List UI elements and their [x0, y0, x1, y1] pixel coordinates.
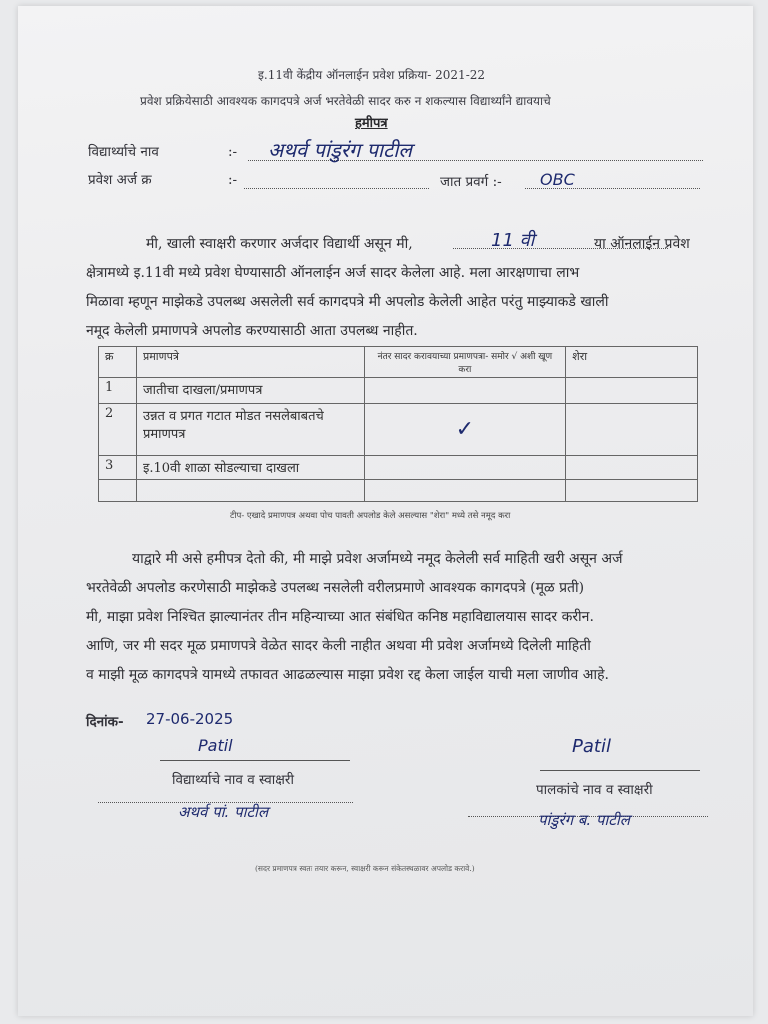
paragraph-1	[86, 230, 716, 346]
application-no-label: प्रवेश अर्ज क्र	[88, 172, 152, 188]
student-signature-line	[160, 760, 350, 761]
row-no	[99, 480, 137, 502]
row-no: 2	[99, 404, 137, 456]
header-line-2: प्रवेश प्रक्रियेसाठी आवश्यक कागदपत्रे अर्ज भरतेवेळी सादर करु न शकल्यास विद्यार्थ्यांने द्यावयाचे	[140, 94, 551, 108]
para2-line-5: व माझी मूळ कागदपत्रे यामध्ये तफावत आढळल्यास माझा प्रवेश रद्द केला जाईल याची मला जाणीव आहे.	[86, 667, 609, 683]
para2-line-4: आणि, जर मी सदर मूळ प्रमाणपत्रे वेळेत सादर केली नाहीत अथवा मी प्रवेश अर्जामध्ये दिलेली माहिती	[86, 638, 591, 654]
row-mark	[364, 456, 566, 480]
row-remark	[566, 456, 698, 480]
header-remark: शेरा	[566, 347, 698, 378]
para2-line-1: याद्वारे मी असे हमीपत्र देतो की, मी माझे प्रवेश अर्जामध्ये नमूद केलेली सर्व माहिती खरी असून अर्ज	[132, 551, 623, 567]
header-mark: नंतर सादर करावयाच्या प्रमाणपत्रा- समोर √ अशी खूण करा	[364, 347, 566, 378]
document-title: हमीपत्र	[355, 116, 388, 131]
para1-start: मी, खाली स्वाक्षरी करणार अर्जदार विद्यार्थी असून मी,	[146, 236, 413, 252]
para2-line-2: भरतेवेळी अपलोड करणेसाठी माझेकडे उपलब्ध नसलेली वरीलप्रमाणे आवश्यक कागदपत्रे (मूळ प्रती)	[86, 580, 585, 596]
row-certificate: इ.10वी शाळा सोडल्याचा दाखला	[136, 456, 364, 480]
para1-line-2: क्षेत्रामध्ये इ.11वी मध्ये प्रवेश घेण्यासाठी ऑनलाईन अर्ज सादर केलेला आहे. मला आरक्षणाचा लाभ	[86, 265, 580, 281]
row-remark	[566, 404, 698, 456]
para2-line-3: मी, माझा प्रवेश निश्चित झाल्यानंतर तीन महिन्याच्या आत संबंधित कनिष्ठ महाविद्यालयास सादर करीन.	[86, 609, 594, 625]
para1-line1-end: या ऑनलाईन प्रवेश	[594, 236, 690, 252]
student-name-handwritten: अथर्व पां. पाटील	[178, 803, 269, 821]
check-mark-icon: ✓	[364, 404, 566, 456]
application-no-separator: :-	[228, 172, 238, 188]
paragraph-2	[86, 545, 716, 690]
row-certificate	[136, 480, 364, 502]
footer-note: (सदर प्रमाणपत्र स्वतः तयार करून, स्वाक्षरी करून संकेतस्थळावर अपलोड करावे.)	[255, 864, 475, 873]
header-no: क्र	[99, 347, 137, 378]
student-name-separator: :-	[228, 144, 238, 160]
student-name-label: विद्यार्थ्याचे नाव	[88, 144, 159, 160]
row-no: 3	[99, 456, 137, 480]
table-note: टीप- एखादे प्रमाणपत्र अथवा पोच पावती अपलोड केले असल्यास "शेरा" मध्ये तसे नमूद करा	[230, 511, 511, 521]
application-no-line	[244, 188, 429, 189]
table-header-row	[99, 347, 698, 378]
student-name-value: अथर्व पांडुरंग पाटील	[268, 138, 412, 162]
table-row	[99, 456, 698, 480]
row-remark	[566, 378, 698, 404]
row-certificate: उन्नत व प्रगत गटात मोडत नसलेबाबतचे प्रमाणपत्र	[136, 404, 364, 456]
parent-signature-caption: पालकांचे नाव व स्वाक्षरी	[536, 782, 653, 798]
row-mark	[364, 378, 566, 404]
row-remark	[566, 480, 698, 502]
parent-signature: Patil	[572, 736, 611, 757]
parent-signature-line	[540, 770, 700, 771]
category-value: OBC	[540, 170, 575, 189]
para1-line-3: मिळावा म्हणून माझेकडे उपलब्ध असलेली सर्व कागदपत्रे मी अपलोड केलेली आहेत परंतु माझ्याकडे खाली	[86, 294, 609, 310]
parent-name-handwritten: पांडुरंग ब. पाटील	[538, 811, 630, 829]
table-row	[99, 404, 698, 456]
student-signature: Patil	[198, 736, 233, 755]
table-row	[99, 378, 698, 404]
student-signature-caption: विद्यार्थ्याचे नाव व स्वाक्षरी	[172, 772, 294, 788]
table-row	[99, 480, 698, 502]
row-mark	[364, 480, 566, 502]
para1-line-4: नमूद केलेली प्रमाणपत्रे अपलोड करण्यासाठी आता उपलब्ध नाहीत.	[86, 323, 418, 339]
class-value: 11 वी	[491, 230, 535, 251]
date-label: दिनांक-	[86, 714, 124, 730]
header-line-1: इ.11वी केंद्रीय ऑनलाईन प्रवेश प्रक्रिया- 2021-22	[258, 68, 486, 82]
header-certificates: प्रमाणपत्रे	[136, 347, 364, 378]
row-certificate: जातीचा दाखला/प्रमाणपत्र	[136, 378, 364, 404]
certificates-table	[98, 346, 698, 502]
row-no: 1	[99, 378, 137, 404]
date-value: 27-06-2025	[146, 710, 234, 728]
category-label: जात प्रवर्ग :-	[440, 174, 502, 190]
